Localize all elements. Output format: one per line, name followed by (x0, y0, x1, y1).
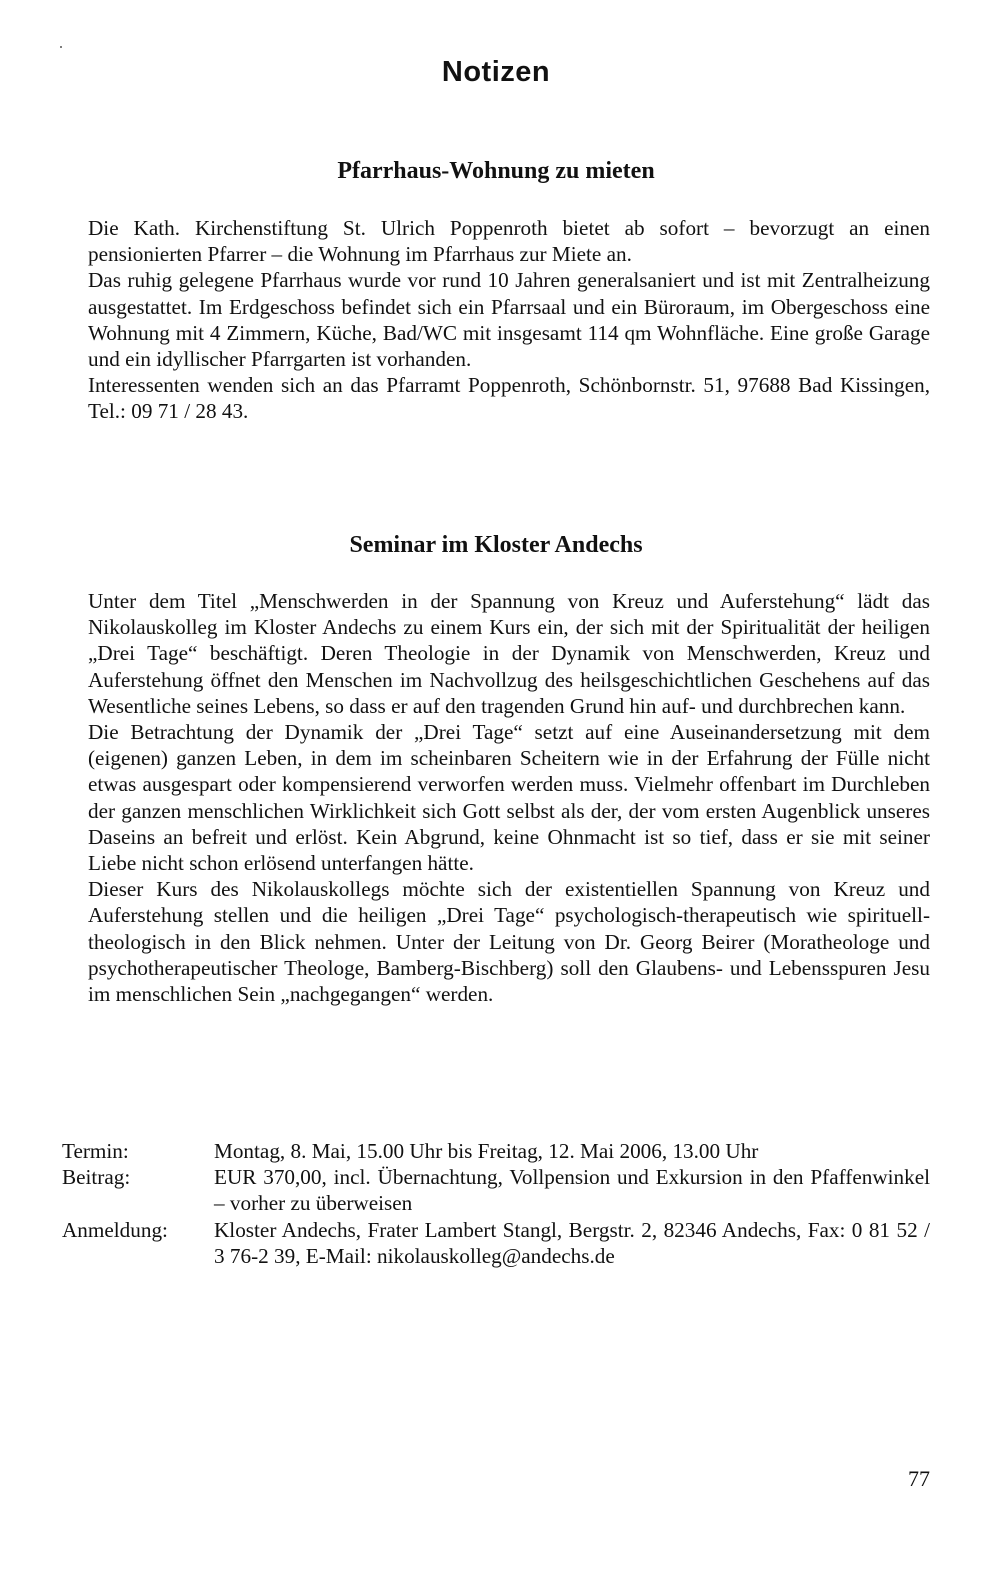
detail-value: EUR 370,00, incl. Übernachtung, Vollpension und Exkursion in den Pfaffenwinkel – vorher zu überweisen (214, 1165, 930, 1216)
detail-label: Beitrag: (62, 1165, 131, 1190)
detail-row-beitrag (62, 1164, 930, 1216)
article-body-seminar (62, 588, 930, 1007)
article-title-seminar: Seminar im Kloster Andechs (349, 532, 643, 558)
section-title: Notizen (441, 56, 551, 88)
detail-row-termin (62, 1138, 930, 1164)
paragraph: Das ruhig gelegene Pfarrhaus wurde vor rund 10 Jahren generalsaniert und ist mit Zentralheizung ausgestattet. Im Erdgeschoss befindet sich ein Pfarrsaal und ein Büroraum, im Obergeschoss eine Wohnung mit 4 Zimmern, Küche, Bad/WC mit insgesamt 114 qm Wohnfläche. Eine große Garage und ein idyllischer Pfarrgarten ist vorhanden. (88, 268, 930, 372)
article-title-pfarrhaus: Pfarrhaus-Wohnung zu mieten (337, 158, 655, 184)
seminar-details (62, 1138, 930, 1269)
document-page (62, 0, 930, 1580)
detail-label: Termin: (62, 1139, 129, 1163)
paragraph: Dieser Kurs des Nikolauskollegs möchte sich der existentiellen Spannung von Kreuz und Auferstehung stellen und die heiligen „Drei Tage“ psychologisch-therapeutisch wie spirituell-theologisch in den Blick nehmen. Unter der Leitung von Dr. Georg Beirer (Moratheologe und psychotherapeutischer Theologe, Bamberg-Bischberg) soll den Glaubens- und Lebensspuren Jesu im menschlichen Sein „nachgegangen“ werden. (88, 877, 930, 1007)
paragraph: Die Betrachtung der Dynamik der „Drei Tage“ setzt auf eine Auseinandersetzung mit dem (eigenen) ganzen Leben, in dem im scheinbaren Scheitern wie in der Erfahrung der Fülle nicht etwas ausgespart oder kompensierend verworfen werden muss. Vielmehr offenbart im Durchleben der ganzen menschlichen Wirklichkeit sich Gott selbst als der, der vom ersten Augenblick unseres Daseins an befreit und erlöst. Kein Abgrund, keine Ohnmacht ist so tief, dass er sie mit seiner Liebe nicht schon erlösend unterfangen hätte. (88, 720, 930, 876)
page-number: 77 (908, 1466, 930, 1491)
detail-label: Anmeldung: (62, 1217, 168, 1242)
paragraph: Interessenten wenden sich an das Pfarramt Poppenroth, Schönbornstr. 51, 97688 Bad Kissingen, Tel.: 09 71 / 28 43. (88, 373, 930, 424)
paragraph: Die Kath. Kirchenstiftung St. Ulrich Poppenroth bietet ab sofort – bevorzugt an einen pensionierten Pfarrer – die Wohnung im Pfarrhaus zur Miete an. (88, 216, 930, 267)
detail-value: Kloster Andechs, Frater Lambert Stangl, Bergstr. 2, 82346 Andechs, Fax: 0 81 52 / 3 76-2 39, E-Mail: nikolauskolleg@andechs.de (214, 1217, 930, 1268)
detail-value: Montag, 8. Mai, 15.00 Uhr bis Freitag, 12. Mai 2006, 13.00 Uhr (214, 1139, 759, 1163)
detail-row-anmeldung (62, 1217, 930, 1269)
article-body-pfarrhaus (62, 215, 930, 425)
paragraph: Unter dem Titel „Menschwerden in der Spannung von Kreuz und Auferstehung“ lädt das Nikolauskolleg im Kloster Andechs zu einem Kurs ein, der sich mit der Spiritualität der heiligen „Drei Tage“ beschäftigt. Deren Theologie in der Dynamik von Menschwerden, Kreuz und Auferstehung öffnet den Menschen im Nachvollzug des heilsgeschichtlichen Geschehens auf das Wesentliche seines Lebens, so dass er auf den tragenden Grund hin auf- und durchbrechen kann. (88, 589, 930, 718)
